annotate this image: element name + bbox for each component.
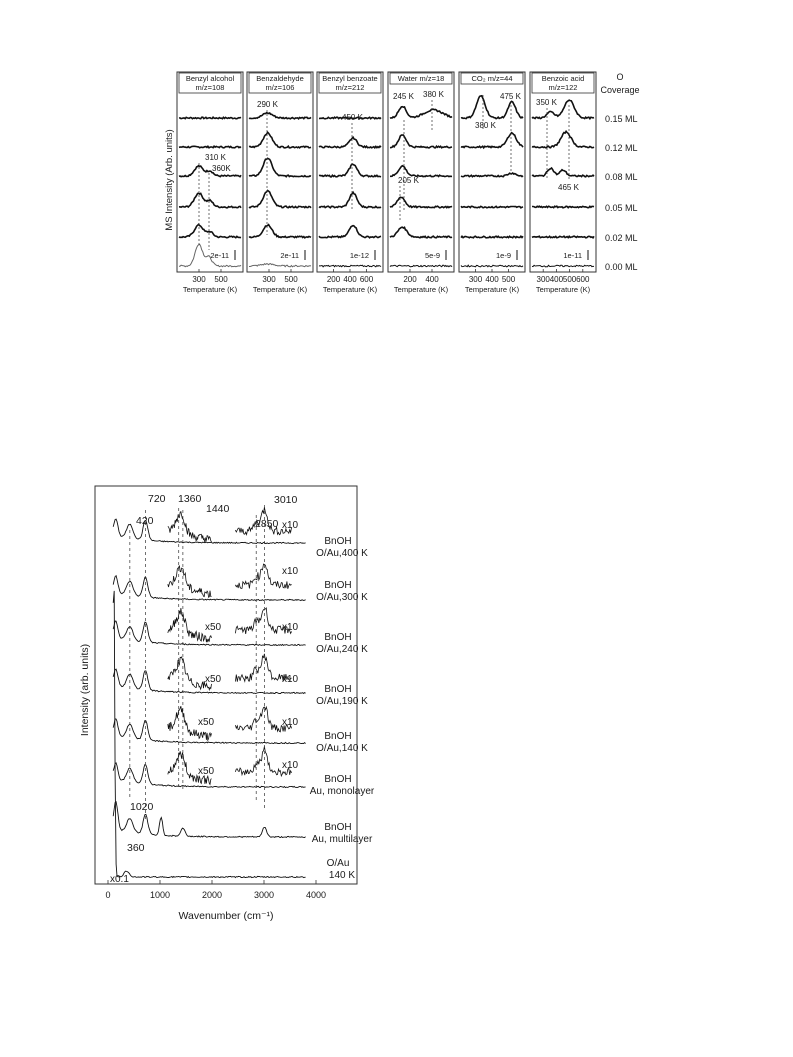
raman-labels [110, 493, 375, 885]
raman-peak-label: 3010 [274, 494, 298, 506]
raman-spectrum-label: O/Au [326, 858, 350, 869]
raman-multiplier: x10 [282, 566, 299, 577]
tpd-peak-annotation: 450 K [342, 113, 363, 122]
raman-spectrum-label: O/Au,140 K [316, 743, 368, 754]
tpd-xlabel: Temperature (K) [182, 285, 238, 294]
tpd-panel-title: CO₂ m/z=44 [471, 74, 513, 83]
raman-multiplier: x0.1 [110, 874, 129, 885]
raman-spectrum-1 [113, 564, 305, 601]
raman-multiplier: x10 [282, 760, 299, 771]
raman-xticks [105, 880, 326, 900]
tpd-xlabel: Temperature (K) [322, 285, 378, 294]
coverage-label-2: 0.08 ML [605, 172, 638, 182]
tpd-tick-label: 500 [214, 275, 228, 284]
raman-spectrum-label: Au, monolayer [309, 786, 375, 797]
raman-spectrum-label: BnOH [324, 774, 352, 785]
raman-tick-label: 0 [105, 890, 111, 900]
tpd-panel-title: m/z=122 [548, 83, 578, 92]
raman-zoom-trace [168, 512, 212, 543]
tpd-tick-label: 500 [562, 275, 577, 284]
raman-ylabel: Intensity (arb. units) [79, 643, 91, 737]
tpd-tick-label: 400 [343, 275, 357, 284]
tpd-peak-annotation: 360K [212, 164, 231, 173]
tpd-scale: 5e-9 [424, 251, 440, 260]
tpd-panel-title: m/z=108 [195, 83, 225, 92]
raman-peak-label: 1440 [206, 503, 230, 515]
raman-frame [95, 486, 357, 884]
tpd-peak-annotation: 380 K [423, 90, 444, 99]
tpd-panel-title: Water m/z=18 [397, 74, 445, 83]
raman-spectrum-label: O/Au,190 K [316, 696, 368, 707]
tpd-scale: 1e-11 [563, 251, 582, 260]
tpd-tick-label: 200 [326, 275, 341, 284]
tpd-tick-label: 300 [192, 275, 206, 284]
raman-spectrum-label: Au, multilayer [311, 834, 373, 845]
raman-tick-label: 2000 [201, 890, 223, 900]
raman-spectrum-label: BnOH [324, 684, 352, 695]
tpd-scale: 2e-11 [280, 251, 299, 260]
raman-spectrum-label: BnOH [324, 731, 352, 742]
tpd-peak-annotation: 245 K [393, 92, 414, 101]
tpd-tick-label: 600 [576, 275, 590, 284]
coverage-label-4: 0.02 ML [605, 233, 638, 243]
coverage-label-1: 0.12 ML [605, 143, 638, 153]
raman-spectrum-label: O/Au,300 K [316, 592, 368, 603]
tpd-xlabel: Temperature (K) [252, 285, 308, 294]
tpd-scale: 2e-11 [210, 251, 229, 260]
tpd-tick-label: 500 [501, 275, 516, 284]
raman-spectrum-label: O/Au,240 K [316, 644, 368, 655]
tpd-peak-annotation: 310 K [205, 153, 226, 162]
raman-spectrum-label: 140 K [328, 870, 356, 881]
raman-spectrum-label: BnOH [324, 536, 352, 547]
coverage-header-line1: O [616, 72, 624, 82]
tpd-panel-title: m/z=106 [265, 83, 295, 92]
tpd-peak-annotation: 350 K [536, 98, 557, 107]
raman-multiplier: x10 [282, 674, 299, 685]
tpd-scale: 1e-9 [495, 251, 511, 260]
raman-spectrum-label: BnOH [324, 822, 352, 833]
raman-tick-label: 1000 [149, 890, 171, 900]
raman-spectrum-label: O/Au,400 K [316, 548, 368, 559]
raman-multiplier: x10 [282, 622, 299, 633]
tpd-panel-title: Benzyl benzoate [322, 74, 378, 83]
tpd-tick-label: 300 [262, 275, 276, 284]
tpd-scale: 1e-12 [349, 251, 369, 260]
raman-tick-label: 3000 [253, 890, 275, 900]
tpd-tick-label: 200 [403, 275, 417, 284]
raman-spectrum-label: BnOH [324, 580, 352, 591]
tpd-tick-label: 300 [468, 275, 483, 284]
raman-multiplier: x50 [205, 622, 222, 633]
tpd-tick-label: 400 [485, 275, 499, 284]
tpd-panel-title: Benzaldehyde [256, 74, 304, 83]
raman-multiplier: x50 [198, 766, 215, 777]
raman-xlabel: Wavenumber (cm⁻¹) [178, 910, 274, 922]
raman-multiplier: x10 [282, 717, 299, 728]
raman-tick-label: 4000 [305, 890, 327, 900]
coverage-header-line2: Coverage [600, 85, 640, 95]
raman-peak-label: 420 [136, 515, 154, 527]
tpd-tick-label: 300 [536, 275, 550, 284]
raman-spectrum-label: BnOH [324, 632, 352, 643]
coverage-label-3: 0.05 ML [605, 203, 638, 213]
raman-peak-label: 360 [127, 842, 145, 854]
tpd-xlabel: Temperature (K) [464, 285, 520, 294]
coverage-label-0: 0.15 ML [605, 114, 638, 124]
tpd-tick-label: 400 [549, 275, 564, 284]
raman-multiplier: x50 [205, 674, 222, 685]
tpd-tick-label: 600 [359, 275, 374, 284]
tpd-peak-annotation: 290 K [257, 100, 278, 109]
tpd-ylabel: MS Intensity (Arb. units) [164, 129, 175, 231]
tpd-xlabel: Temperature (K) [535, 285, 591, 294]
tpd-peak-annotation: 380 K [475, 121, 496, 130]
raman-peak-label: 1020 [130, 801, 154, 813]
tpd-peak-annotation: 465 K [558, 183, 579, 192]
tpd-peak-annotation: 475 K [500, 92, 521, 101]
tpd-tick-label: 500 [284, 275, 298, 284]
raman-peak-label: 1360 [178, 493, 202, 505]
coverage-label-5: 0.00 ML [605, 262, 638, 272]
raman-peak-label: 2850 [255, 518, 279, 530]
tpd-peak-annotation: 205 K [398, 176, 419, 185]
tpd-xlabel: Temperature (K) [393, 285, 449, 294]
tpd-panel-title: m/z=212 [335, 83, 365, 92]
raman-zoom-trace [168, 566, 212, 598]
raman-spectra [113, 507, 305, 877]
tpd-panel-title: Benzyl alcohol [185, 74, 235, 83]
raman-peak-label: 720 [148, 493, 166, 505]
raman-multiplier: x50 [198, 717, 215, 728]
tpd-tick-label: 400 [425, 275, 439, 284]
raman-multiplier: x10 [282, 520, 299, 531]
tpd-panel-title: Benzoic acid [541, 74, 585, 83]
